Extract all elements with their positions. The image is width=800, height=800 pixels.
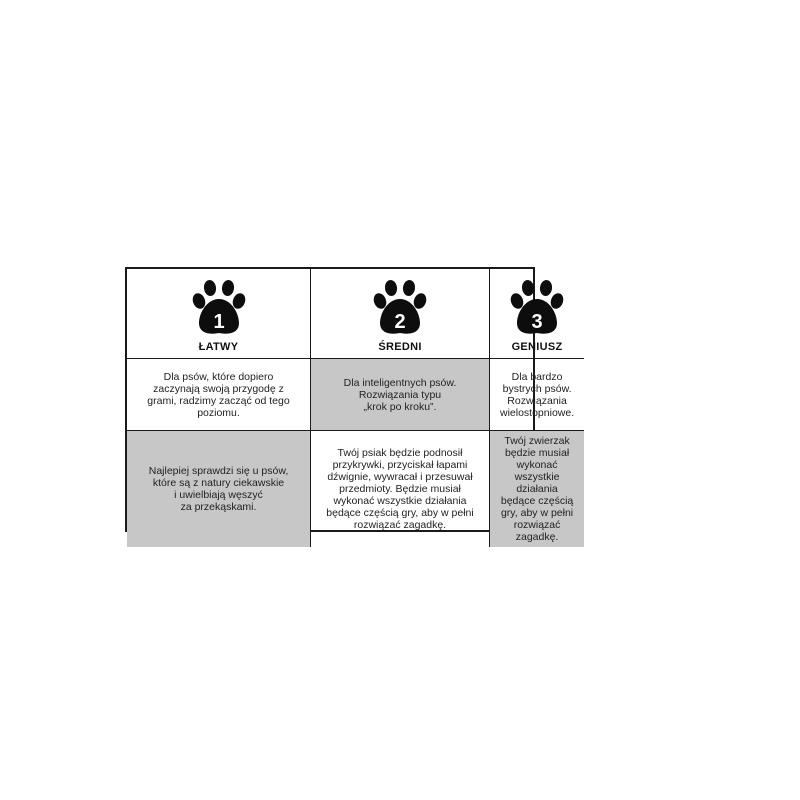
paw-icon	[509, 279, 565, 337]
level-name: ŚREDNI	[378, 341, 422, 353]
level-2-audience	[311, 359, 490, 431]
level-2-header	[311, 269, 490, 359]
challenge-text: Najlepiej sprawdzi się u psów, które są z natury ciekawskie i uwielbiają węszyć za przekąskami.	[148, 465, 289, 513]
level-3-audience	[490, 359, 584, 431]
level-2-challenge	[311, 431, 490, 547]
paw-number: 3	[531, 311, 543, 333]
level-1-audience	[127, 359, 311, 431]
difficulty-levels-table	[125, 267, 575, 543]
level-1-header	[127, 269, 311, 359]
audience-text: Dla bardzo bystrych psów. Rozwiązania wielostopniowe.	[500, 370, 575, 419]
level-name: GENIUSZ	[511, 341, 563, 353]
paw-icon	[372, 279, 428, 337]
level-3-header	[490, 269, 584, 359]
challenge-text: Twój psiak będzie podnosił przykrywki, przyciskał łapami dźwignie, wywracał i przesuwał przedmioty. Będzie musiał wykonać wszystkie działania będące częścią gry, aby w pełni rozwiązać zagadkę.	[326, 447, 474, 531]
level-3-challenge	[490, 431, 584, 547]
paw-icon	[191, 279, 247, 337]
paw-number: 2	[394, 311, 406, 333]
level-1-challenge	[127, 431, 311, 547]
paw-number: 1	[212, 311, 225, 333]
audience-text: Dla inteligentnych psów. Rozwiązania typu „krok po kroku”.	[343, 376, 457, 413]
level-name: ŁATWY	[198, 341, 239, 353]
challenge-text: Twój zwierzak będzie musiał wykonać wszystkie działania będące częścią gry, aby w pełni rozwiązać zagadkę.	[500, 435, 574, 543]
audience-text: Dla psów, które dopiero zaczynają swoją przygodę z grami, radzimy zacząć od tego poziomu.	[147, 370, 290, 419]
